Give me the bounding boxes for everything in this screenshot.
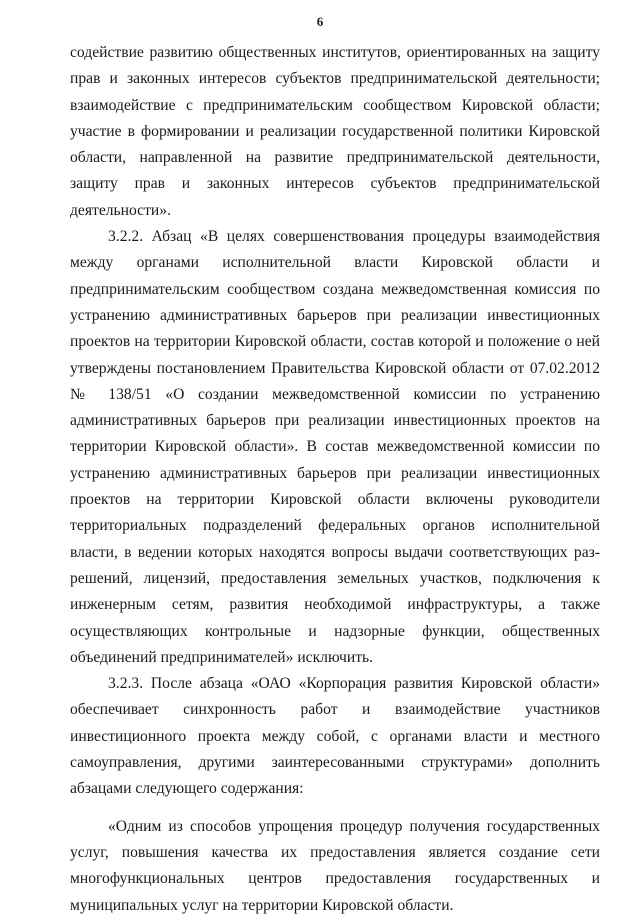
paragraph-continuation: содействие развитию общественных институтов, ориентированных на защиту прав и законных интересов субъектов предпринимательской деятельности; взаимодействие с предпринимательским сообществом Кировской области; участие в формировании и реализации государственной политики Кировской области, направленной на развитие предпринимательской деятельности, защиту прав и законных интересов субъектов предпринимательской деятельности». [70, 44, 600, 219]
paragraph-quote: «Одним из способов упрощения процедур получения государственных услуг, повышения качества их предоставления является создание сети многофункциональных центров предоставления государственных и муниципальных услуг на территории Кировской области. [70, 817, 600, 914]
document-body [70, 40, 600, 919]
paragraph-3-2-2: 3.2.2. Абзац «В целях совершенствования процедуры взаимодействия между органами исполнительной власти Кировской области и предпринимательским сообществом создана межведомственная комиссия по устранению административных барьеров при реализации инвестиционных проектов на территории Кировской области, состав которой и положение о ней утверждены постановлением Правительства Кировской области от 07.02.2012 № 138/51 «О создании межведомственной комиссии по устранению административных барьеров при реализации инвестиционных проектов на территории Кировской области». В состав межведомственной комиссии по устранению административных барьеров при реализации инвестиционных проектов на территории Кировской области включены руководители территориальных подразделений федеральных органов исполнительной власти, в ведении которых находятся вопросы выдачи соответствующих разрешений, лицензий, предоставления земельных участков, подключения к инженерным сетям, развития необходимой инфраструктуры, а также осуществляющих контрольные и надзорные функции, общественных объединений предпринимателей» исключить. [70, 228, 600, 666]
paragraph-3-2-3: 3.2.3. После абзаца «ОАО «Корпорация развития Кировской области» обеспечивает синхронность работ и взаимодействие участников инвестиционного проекта между собой, с органами власти и местного самоуправления, другими заинтересованными структурами» дополнить абзацами следующего содержания: [70, 675, 600, 798]
page-number: 6 [316, 14, 324, 29]
